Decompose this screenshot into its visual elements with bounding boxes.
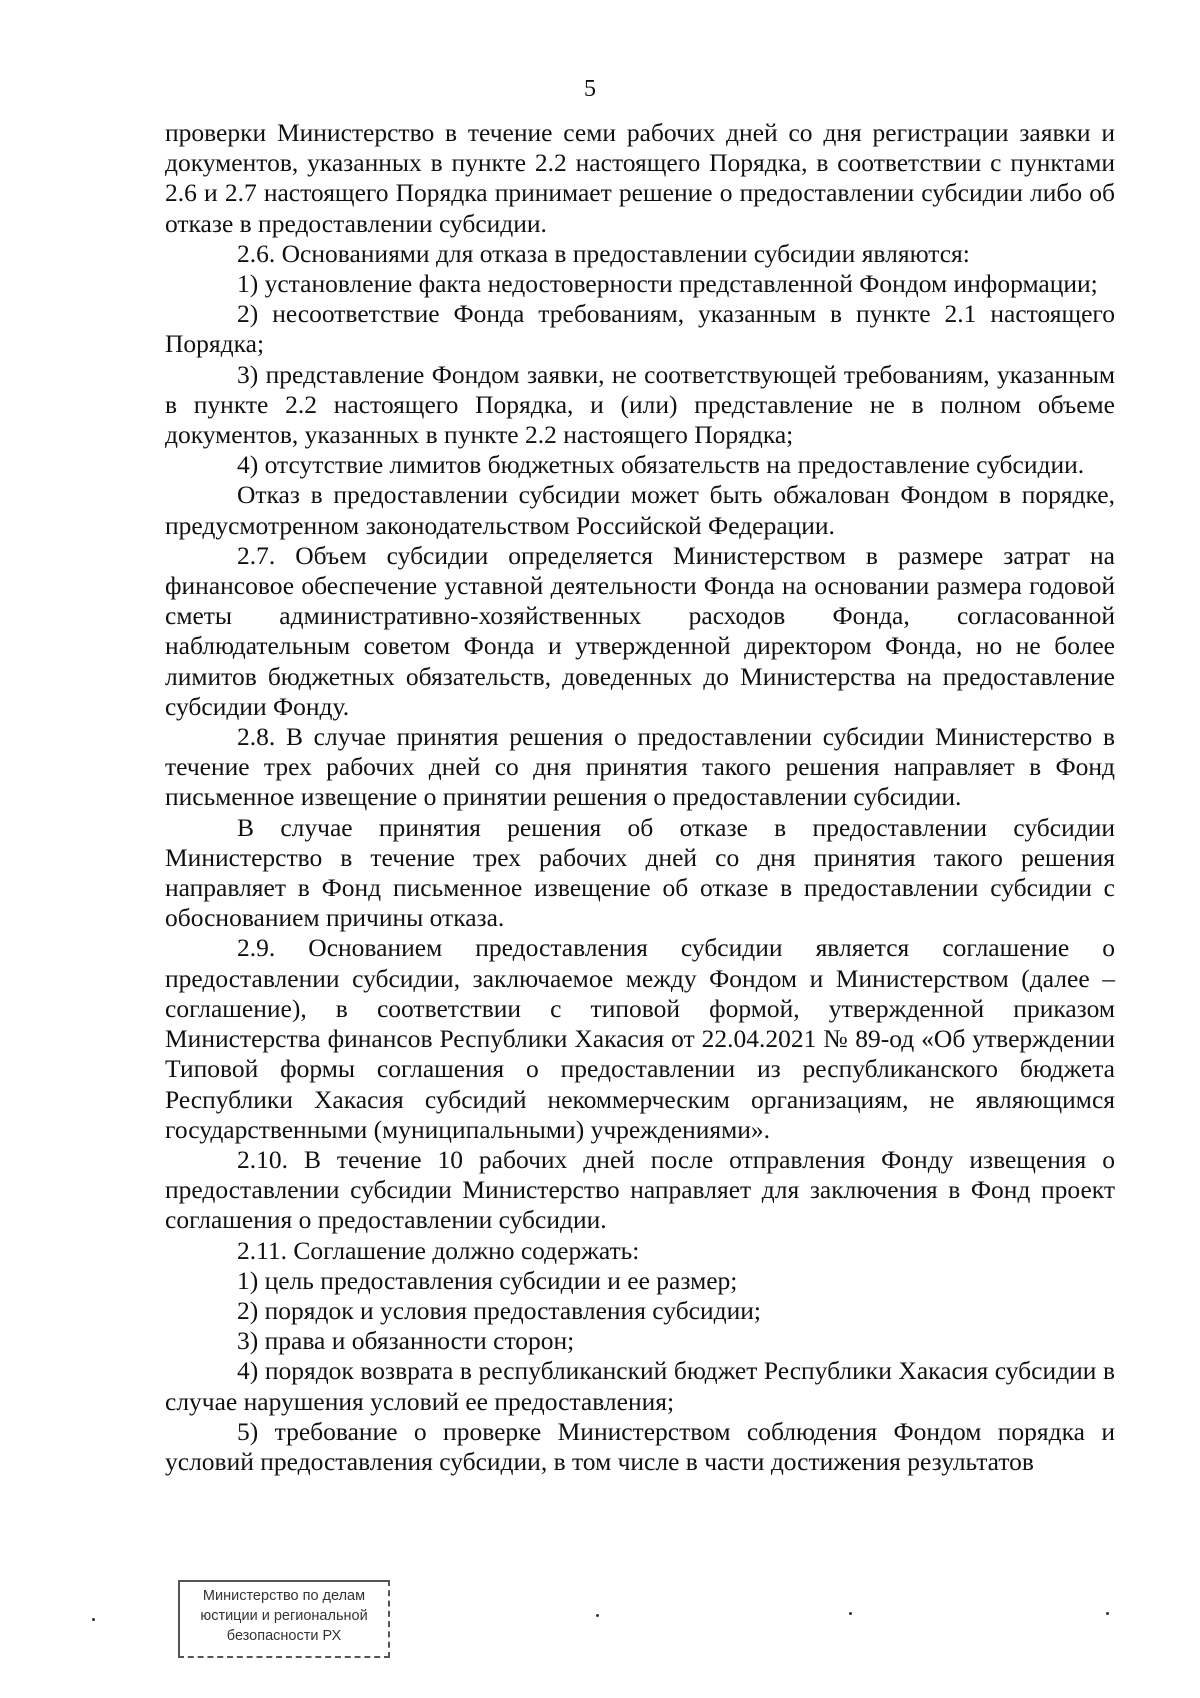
scan-speck xyxy=(1106,1612,1109,1615)
document-body xyxy=(165,118,1115,1477)
paragraph-2-11: 2.11. Соглашение должно содержать: xyxy=(237,1235,640,1265)
paragraph-2-6: 2.6. Основаниями для отказа в предоставлении субсидии являются: xyxy=(237,238,970,268)
stamp-line: безопасности РХ xyxy=(226,1628,342,1644)
paragraph-2-7: 2.7. Объем субсидии определяется Министерством в размере затрат на финансовое обеспечение уставной деятельности Фонда на основании размера годовой сметы административно-хозяйственных расходов Фонда, согласованной наблюдательным советом Фонда и утвержденной директором Фонда, но не более лимитов бюджетных обязательств, доведенных до Министерства на предоставление субсидии Фонду. xyxy=(165,540,1115,721)
list-item: 4) отсутствие лимитов бюджетных обязательств на предоставление субсидии. xyxy=(237,450,1085,480)
list-item: 1) установление факта недостоверности представленной Фондом информации; xyxy=(237,269,1098,299)
list-item: 4) порядок возврата в республиканский бюджет Республики Хакасия субсидии в случае нарушения условий ее предоставления; xyxy=(165,1356,1115,1416)
stamp-line: юстиции и региональной xyxy=(200,1608,368,1624)
scan-speck xyxy=(596,1614,599,1617)
paragraph-2-10: 2.10. В течение 10 рабочих дней после отправления Фонду извещения о предоставлении субсидии Министерство направляет для заключения в Фонд проект соглашения о предоставлении субсидии. xyxy=(165,1144,1115,1235)
paragraph: В случае принятия решения об отказе в предоставлении субсидии Министерство в течение трех рабочих дней со дня принятия такого решения направляет в Фонд письменное извещение об отказе в предоставлении субсидии с обоснованием причины отказа. xyxy=(165,812,1115,933)
scan-speck xyxy=(92,1618,95,1621)
list-item: 2) порядок и условия предоставления субсидии; xyxy=(237,1295,761,1325)
list-item: 3) представление Фондом заявки, не соответствующей требованиям, указанным в пункте 2.2 настоящего Порядка, и (или) представление не в полном объеме документов, указанных в пункте 2.2 настоящего Порядка; xyxy=(165,359,1115,450)
list-item: 1) цель предоставления субсидии и ее размер; xyxy=(237,1265,738,1295)
paragraph-2-9: 2.9. Основанием предоставления субсидии является соглашение о предоставлении субсидии, заключаемое между Фондом и Министерством (далее – соглашение), в соответствии с типовой формой, утвержденной приказом Министерства финансов Республики Хакасия от 22.04.2021 № 89-од «Об утверждении Типовой формы соглашения о предоставлении из республиканского бюджета Республики Хакасия субсидий некоммерческим организациям, не являющимся государственными (муниципальными) учреждениями». xyxy=(165,933,1115,1144)
paragraph-continuation: проверки Министерство в течение семи рабочих дней со дня регистрации заявки и документов, указанных в пункте 2.2 настоящего Порядка, в соответствии с пунктами 2.6 и 2.7 настоящего Порядка принимает решение о предоставлении субсидии либо об отказе в предоставлении субсидии. xyxy=(165,118,1115,238)
list-item: 2) несоответствие Фонда требованиям, указанным в пункте 2.1 настоящего Порядка; xyxy=(165,299,1115,359)
paragraph: Отказ в предоставлении субсидии может быть обжалован Фондом в порядке, предусмотренном законодательством Российской Федерации. xyxy=(165,480,1115,540)
registration-stamp xyxy=(178,1580,390,1658)
stamp-line: Министерство по делам xyxy=(202,1588,366,1604)
list-item: 5) требование о проверке Министерством соблюдения Фондом порядка и условий предоставления субсидии, в том числе в части достижения результатов xyxy=(165,1416,1115,1476)
paragraph-2-8: 2.8. В случае принятия решения о предоставлении субсидии Министерство в течение трех рабочих дней со дня принятия такого решения направляет в Фонд письменное извещение о принятии решения о предоставлении субсидии. xyxy=(165,722,1115,812)
page-number: 5 xyxy=(584,76,596,102)
list-item: 3) права и обязанности сторон; xyxy=(237,1326,575,1356)
scan-speck xyxy=(849,1612,852,1615)
